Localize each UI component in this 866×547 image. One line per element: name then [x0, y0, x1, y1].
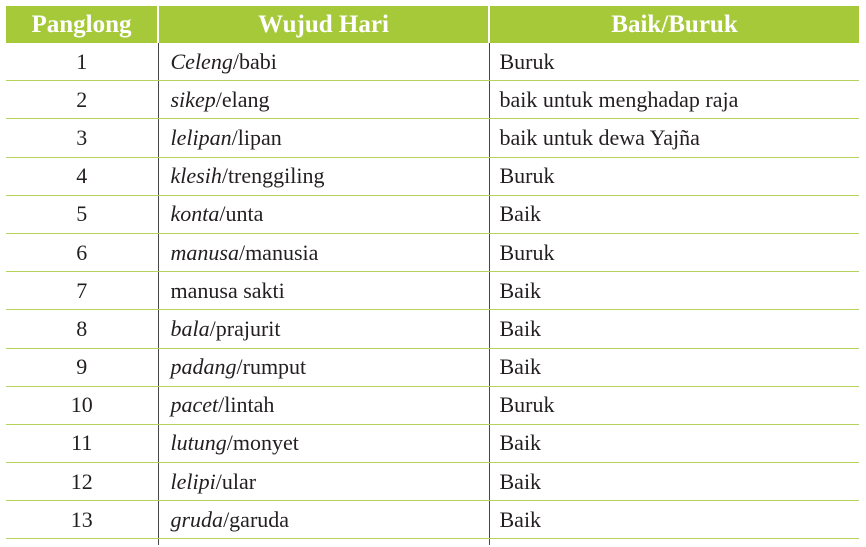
- table-row-continuation: [6, 539, 859, 546]
- panglong-number: 1: [6, 43, 158, 81]
- wujud-term-italic: klesih: [170, 163, 222, 189]
- wujud-term-italic: manusa: [170, 239, 239, 265]
- wujud-meaning: /monyet: [226, 430, 299, 456]
- table-row: [6, 272, 859, 310]
- panglong-number: 11: [6, 424, 158, 462]
- wujud-hari-cell: [158, 463, 489, 501]
- panglong-number: 5: [6, 195, 158, 233]
- baik-buruk-cell: Baik: [489, 310, 859, 348]
- wujud-meaning: /prajurit: [209, 315, 281, 341]
- wujud-term-italic: lelipan: [170, 124, 232, 150]
- header-row: [6, 6, 859, 43]
- wujud-meaning: /unta: [219, 201, 264, 227]
- baik-buruk-cell: Baik: [489, 348, 859, 386]
- wujud-term-italic: konta: [170, 201, 220, 227]
- wujud-hari-cell: [158, 81, 489, 119]
- wujud-term-italic: bala: [170, 315, 210, 341]
- table-row: [6, 233, 859, 271]
- baik-buruk-cell: Baik: [489, 463, 859, 501]
- header-wujud-hari: Wujud Hari: [158, 6, 489, 43]
- baik-buruk-cell: Buruk: [489, 386, 859, 424]
- wujud-term-italic: Celeng: [170, 48, 233, 74]
- baik-buruk-cell: Baik: [489, 195, 859, 233]
- baik-buruk-cell: Baik: [489, 272, 859, 310]
- table-row: [6, 501, 859, 539]
- wujud-meaning: /ular: [215, 468, 257, 494]
- panglong-number: 2: [6, 81, 158, 119]
- wujud-term-italic: pacet: [170, 392, 219, 418]
- panglong-number: 6: [6, 233, 158, 271]
- table-row: [6, 157, 859, 195]
- table-row: [6, 386, 859, 424]
- table-cell-empty: [6, 539, 158, 546]
- wujud-meaning: /elang: [215, 86, 270, 112]
- table-row: [6, 195, 859, 233]
- table-cell-empty: [158, 539, 489, 546]
- panglong-number: 13: [6, 501, 158, 539]
- wujud-hari-cell: [158, 233, 489, 271]
- header-panglong: Panglong: [6, 6, 158, 43]
- wujud-term-italic: lutung: [170, 430, 227, 456]
- baik-buruk-cell: Baik: [489, 424, 859, 462]
- wujud-meaning: /babi: [232, 48, 277, 74]
- panglong-number: 12: [6, 463, 158, 501]
- wujud-hari-cell: [158, 157, 489, 195]
- wujud-hari-cell: [158, 386, 489, 424]
- panglong-number: 10: [6, 386, 158, 424]
- wujud-hari-cell: [158, 348, 489, 386]
- panglong-number: 9: [6, 348, 158, 386]
- wujud-term-italic: padang: [170, 354, 237, 380]
- wujud-hari-cell: [158, 43, 489, 81]
- header-baik-buruk: Baik/Buruk: [489, 6, 859, 43]
- wujud-term-italic: sikep: [170, 86, 216, 112]
- panglong-number: 4: [6, 157, 158, 195]
- panglong-table: [6, 6, 859, 545]
- table-row: [6, 43, 859, 81]
- baik-buruk-cell: baik untuk dewa Yajña: [489, 119, 859, 157]
- wujud-hari-cell: [158, 501, 489, 539]
- table-row: [6, 424, 859, 462]
- wujud-meaning: /lipan: [231, 124, 282, 150]
- wujud-meaning: /rumput: [236, 354, 307, 380]
- table-row: [6, 81, 859, 119]
- table-row: [6, 119, 859, 157]
- baik-buruk-cell: Buruk: [489, 43, 859, 81]
- wujud-meaning: /lintah: [218, 392, 275, 418]
- wujud-hari-cell: [158, 119, 489, 157]
- wujud-hari-cell: [158, 195, 489, 233]
- wujud-term-italic: gruda: [170, 506, 224, 532]
- wujud-hari-cell: [158, 272, 489, 310]
- wujud-hari-cell: [158, 310, 489, 348]
- wujud-meaning: /manusia: [238, 239, 319, 265]
- table-body: [6, 43, 859, 545]
- baik-buruk-cell: Buruk: [489, 233, 859, 271]
- table-header: [6, 6, 859, 43]
- table-row: [6, 310, 859, 348]
- panglong-number: 7: [6, 272, 158, 310]
- baik-buruk-cell: baik untuk menghadap raja: [489, 81, 859, 119]
- baik-buruk-cell: Buruk: [489, 157, 859, 195]
- table-row: [6, 463, 859, 501]
- wujud-hari-cell: [158, 424, 489, 462]
- wujud-meaning: manusa sakti: [170, 277, 285, 303]
- panglong-number: 8: [6, 310, 158, 348]
- baik-buruk-cell: Baik: [489, 501, 859, 539]
- table-cell-empty: [489, 539, 859, 546]
- table-row: [6, 348, 859, 386]
- wujud-meaning: /trenggiling: [221, 163, 325, 189]
- wujud-term-italic: lelipi: [170, 468, 216, 494]
- wujud-meaning: /garuda: [223, 506, 290, 532]
- panglong-number: 3: [6, 119, 158, 157]
